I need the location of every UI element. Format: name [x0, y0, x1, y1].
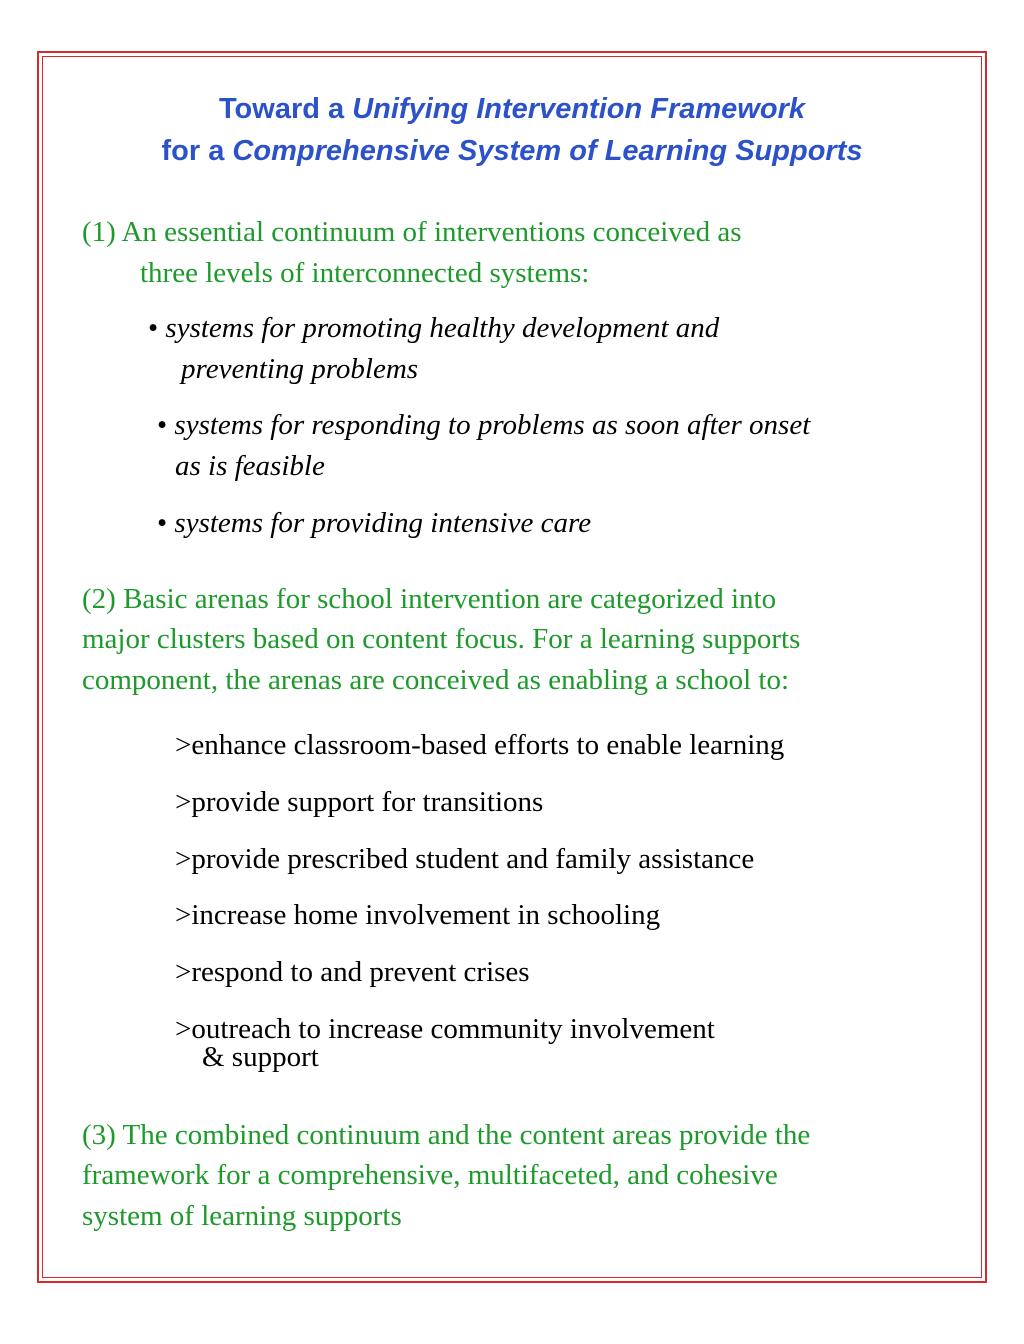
- section1-bullet-1-line-2: [181, 349, 418, 389]
- section1-line-1: (1) An essential continuum of interventions conceived as: [82, 216, 742, 248]
- section1-bullet-3: [157, 503, 591, 543]
- title-line-1-prefix: Toward a: [218, 93, 353, 125]
- bullet-mark: •: [157, 409, 175, 441]
- section3-line-1: (3) The combined continuum and the content areas provide the: [82, 1119, 811, 1151]
- section3-line-2: framework for a comprehensive, multifaceted, and cohesive: [82, 1159, 778, 1191]
- section2-line-1: (2) Basic arenas for school intervention are categorized into: [82, 583, 777, 615]
- arena-item-6: >outreach to increase community involvement: [175, 1013, 715, 1045]
- title-line-2-prefix: for a: [161, 135, 233, 167]
- arena-item-6-continuation: & support: [202, 1041, 319, 1073]
- section3-line-3: system of learning supports: [82, 1200, 402, 1232]
- bullet-mark: •: [157, 507, 175, 539]
- section1-line-2: three levels of interconnected systems:: [140, 257, 590, 289]
- section1-bullet-2: [157, 405, 810, 445]
- bullet-1-line-2: preventing problems: [181, 353, 419, 385]
- bullet-mark: •: [148, 312, 166, 344]
- section1-bullet-1: [148, 308, 719, 348]
- bullet-2-line-1: systems for responding to problems as soon after onset: [174, 409, 811, 441]
- bullet-1-line-1: systems for promoting healthy development and: [165, 312, 720, 344]
- bullet-3-line-1: systems for providing intensive care: [174, 507, 592, 539]
- arena-item-4: >increase home involvement in schooling: [175, 899, 661, 931]
- arena-item-5: >respond to and prevent crises: [175, 956, 530, 988]
- bullet-2-line-2: as is feasible: [175, 450, 325, 482]
- title-line-1-italic: Unifying Intervention Framework: [352, 93, 805, 125]
- section2-line-3: component, the arenas are conceived as enabling a school to:: [82, 664, 790, 696]
- title-line-1: [0, 92, 1024, 126]
- title-line-2-italic: Comprehensive System of Learning Supports: [232, 135, 863, 167]
- arena-item-1: >enhance classroom-based efforts to enable learning: [175, 729, 785, 761]
- section1-bullet-2-line-2: [175, 446, 325, 486]
- title-line-2: [0, 134, 1024, 168]
- arena-item-2: >provide support for transitions: [175, 786, 544, 818]
- section2-line-2: major clusters based on content focus. For a learning supports: [82, 623, 801, 655]
- arena-item-3: >provide prescribed student and family assistance: [175, 843, 755, 875]
